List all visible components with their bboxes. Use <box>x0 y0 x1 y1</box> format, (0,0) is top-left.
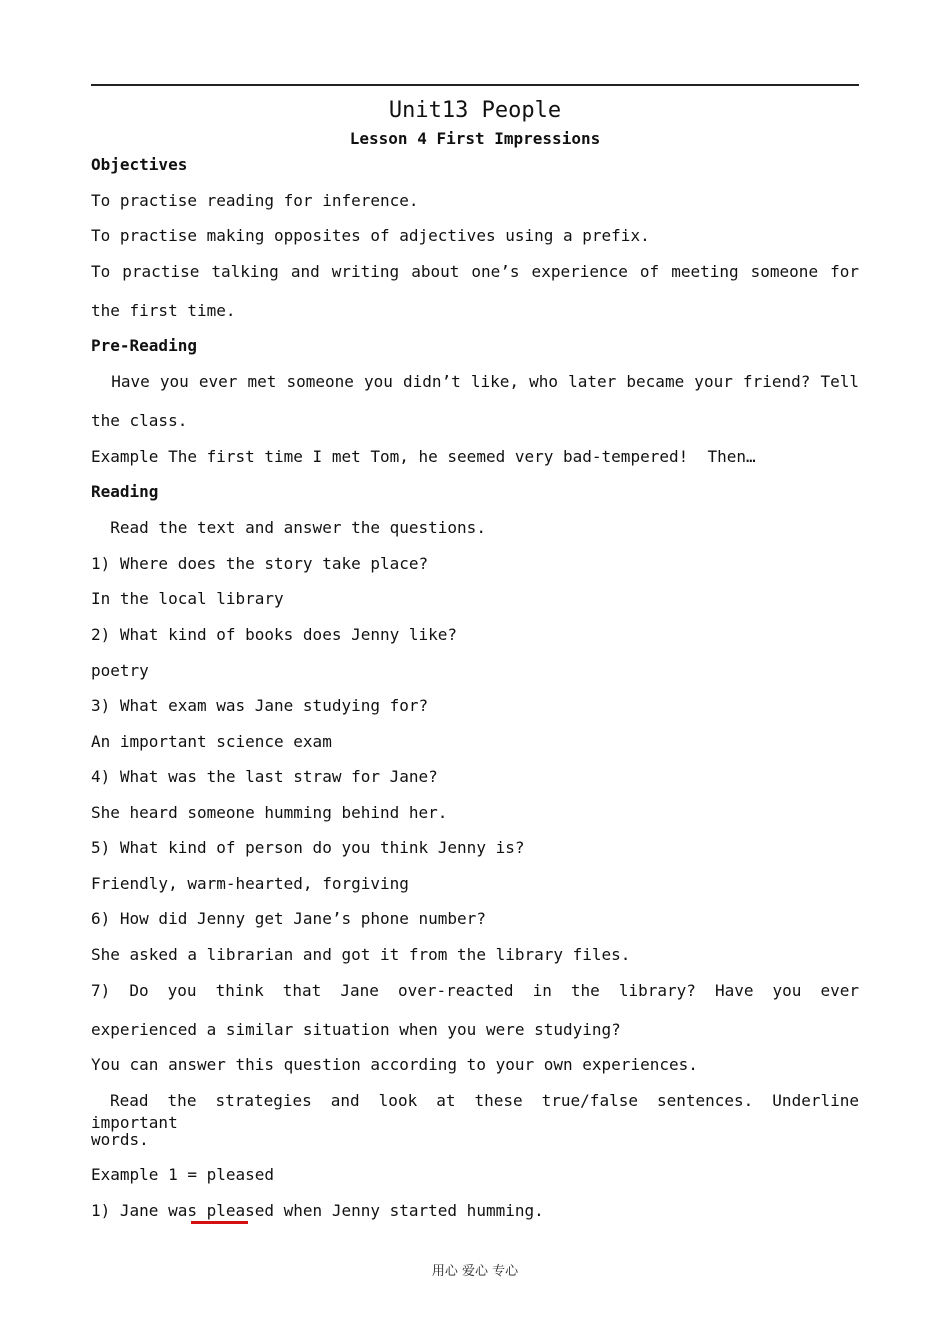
objectives-heading: Objectives <box>91 155 188 174</box>
question-line: 4) What was the last straw for Jane? <box>91 767 438 786</box>
question-line: 2) What kind of books does Jenny like? <box>91 625 458 644</box>
prereading-line: Have you ever met someone you didn’t like, who later became your friend? Tell <box>91 372 859 391</box>
question-line: 3) What exam was Jane studying for? <box>91 696 429 715</box>
true-false-sentence: 1) Jane was pleased when Jenny started humming. <box>91 1201 544 1220</box>
lesson-title: Lesson 4 First Impressions <box>349 129 601 148</box>
answer-line: She asked a librarian and got it from the library files. <box>91 945 631 964</box>
answer-line: Friendly, warm-hearted, forgiving <box>91 874 409 893</box>
strategies-line: Read the strategies and look at these true/false sentences. Underline important <box>91 1091 869 1132</box>
answer-line: She heard someone humming behind her. <box>91 803 448 822</box>
prereading-example: Example The first time I met Tom, he seemed very bad-tempered! Then… <box>91 447 756 466</box>
red-underline-mark <box>191 1221 248 1224</box>
page-footer: 用心 爱心 专心 <box>431 1264 519 1279</box>
objective-line: To practise making opposites of adjectives using a prefix. <box>91 226 650 245</box>
answer-line: An important science exam <box>91 732 332 751</box>
objective-line: To practise reading for inference. <box>91 191 419 210</box>
question-line: experienced a similar situation when you were studying? <box>91 1020 621 1039</box>
question-line: 5) What kind of person do you think Jenny is? <box>91 838 525 857</box>
reading-intro: Read the text and answer the questions. <box>91 518 486 537</box>
question-line: 6) How did Jenny get Jane’s phone number? <box>91 909 486 928</box>
prereading-line: the class. <box>91 411 188 430</box>
answer-line: In the local library <box>91 589 284 608</box>
header-rule <box>91 84 859 86</box>
objective-line: To practise talking and writing about one’s experience of meeting someone for <box>91 262 859 281</box>
answer-line: You can answer this question according to your own experiences. <box>91 1055 698 1074</box>
question-line: 1) Where does the story take place? <box>91 554 429 573</box>
reading-heading: Reading <box>91 482 159 501</box>
question-line: 7) Do you think that Jane over-reacted in the library? Have you ever <box>91 981 859 1000</box>
answer-line: poetry <box>91 661 149 680</box>
prereading-heading: Pre-Reading <box>91 336 197 355</box>
example-line: Example 1 = pleased <box>91 1165 275 1184</box>
strategies-line: words. <box>91 1130 149 1149</box>
document-title: Unit13 People <box>388 98 562 123</box>
objective-line: the first time. <box>91 301 236 320</box>
